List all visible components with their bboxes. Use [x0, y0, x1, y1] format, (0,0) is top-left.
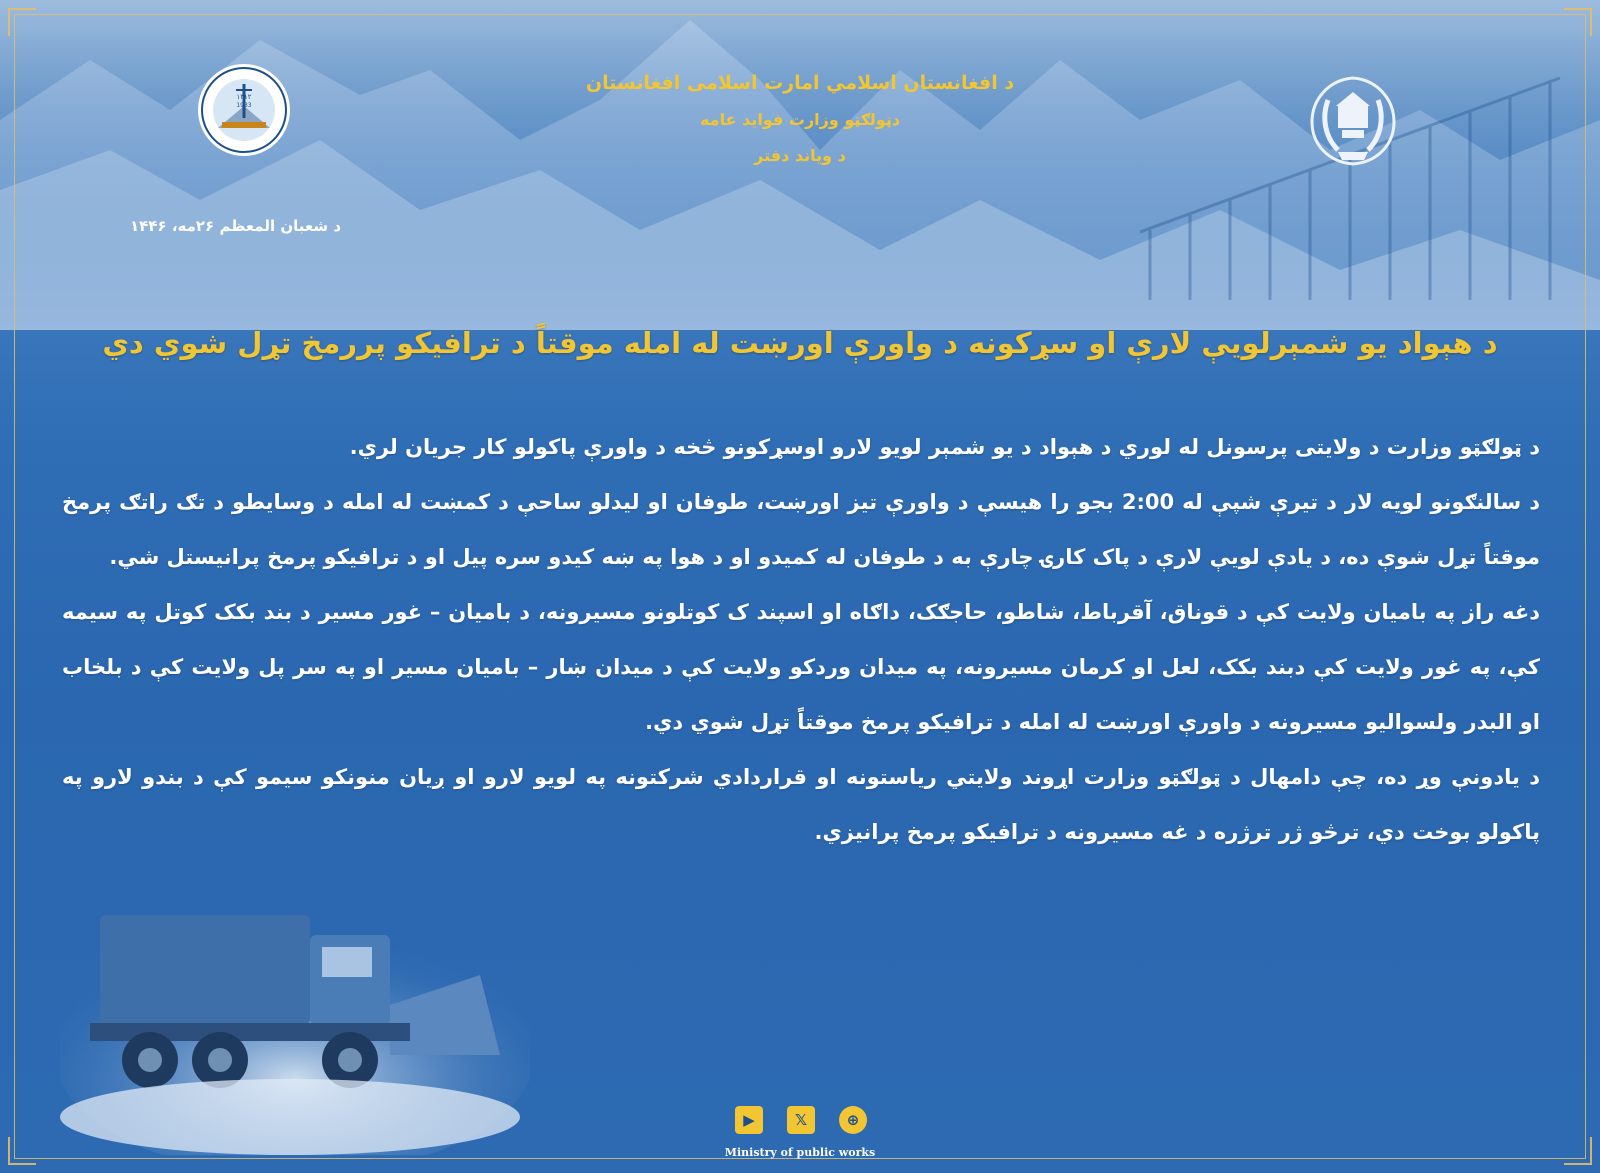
article-body [62, 420, 1540, 860]
paragraph: د يادونې وړ ده، چې دامهال د ټولګټو وزارت اړوند ولايتي رياستونه او قراردادي شرکتونه په لويو لارو او ږيان منونکو سيمو کې د بندو لارو په پاکولو بوخت دي، ترڅو ژر ترژره د غه مسيرونه د ترافيکو پرمخ پرانيزي. [62, 765, 1540, 844]
page-title: د هېواد يو شمېرلويې لارې او سړکونه د واورې اورښت له امله موقتاً د ترافيکو پررمخ تړل شوي دي [102, 326, 1498, 360]
frame-corner-ornament [1564, 1137, 1592, 1165]
ministry-logo-year-gregorian: 1933 [236, 102, 252, 109]
header-ministry-name: دټولګټو وزارت فواید عامه [699, 110, 901, 129]
frame-corner-ornament [8, 1137, 36, 1165]
globe-icon[interactable]: ⊕ [839, 1106, 867, 1134]
header-emirate-name: د افغانستان اسلامي امارت اسلامی افغانستان [585, 72, 1015, 94]
publication-date: د شعبان المعظم ۲۶مه، ۱۴۴۶ [129, 217, 342, 235]
paragraph: د سالنګونو لويه لار د تيرې شپې له 2:00 بجو را هيسې د واورې تيز اورښت، طوفان او ليدلو ساحې د کمښت له امله د وسايطو د تګ راتګ پرمخ موقتاً تړل شوې ده، د يادې لويې لارې د پاک کارۍ چارې به د طوفان له کميدو او د هوا په ښه کيدو سره پيل او د ترافيکو پرمخ پرانيستل شي. [62, 490, 1540, 569]
x-twitter-icon[interactable]: 𝕏 [787, 1106, 815, 1134]
ministry-logo-year-hijri: ۱۳۱۲ [236, 93, 252, 101]
youtube-icon[interactable]: ▶ [735, 1106, 763, 1134]
footer-ministry-label: Ministry of public works [724, 1146, 876, 1159]
paragraph: دغه راز په باميان ولايت کې د قوناق، آقرباط، شاطو، حاجګک، داګاه او اسپند ک کوتلونو مسيرونه، د باميان – غور مسير د بند بکک کوتل په سيمه کې، په غور ولايت کې دبند بکک، لعل او کرمان مسيرونه، په ميدان وردکو ولايت کې د ميدان ښار – باميان مسير او په سر پل ولايت کې د بلخاب او البدر ولسواليو مسيرونه د واورې اورښت له امله د ترافيکو پرمخ موقتاً تړل شوي دي. [62, 600, 1540, 734]
footer [715, 1106, 885, 1166]
snowplow-truck-illustration [60, 855, 530, 1155]
header-office-name: د وياند دفتر [754, 146, 846, 165]
frame-corner-ornament [1564, 8, 1592, 36]
frame-corner-ornament [8, 8, 36, 36]
paragraph: د ټولګټو وزارت د ولايتی پرسونل له لوري د هېواد د يو شمېر لويو لارو اوسړکونو څخه د واورې پاکولو کار جريان لري. [349, 435, 1540, 459]
